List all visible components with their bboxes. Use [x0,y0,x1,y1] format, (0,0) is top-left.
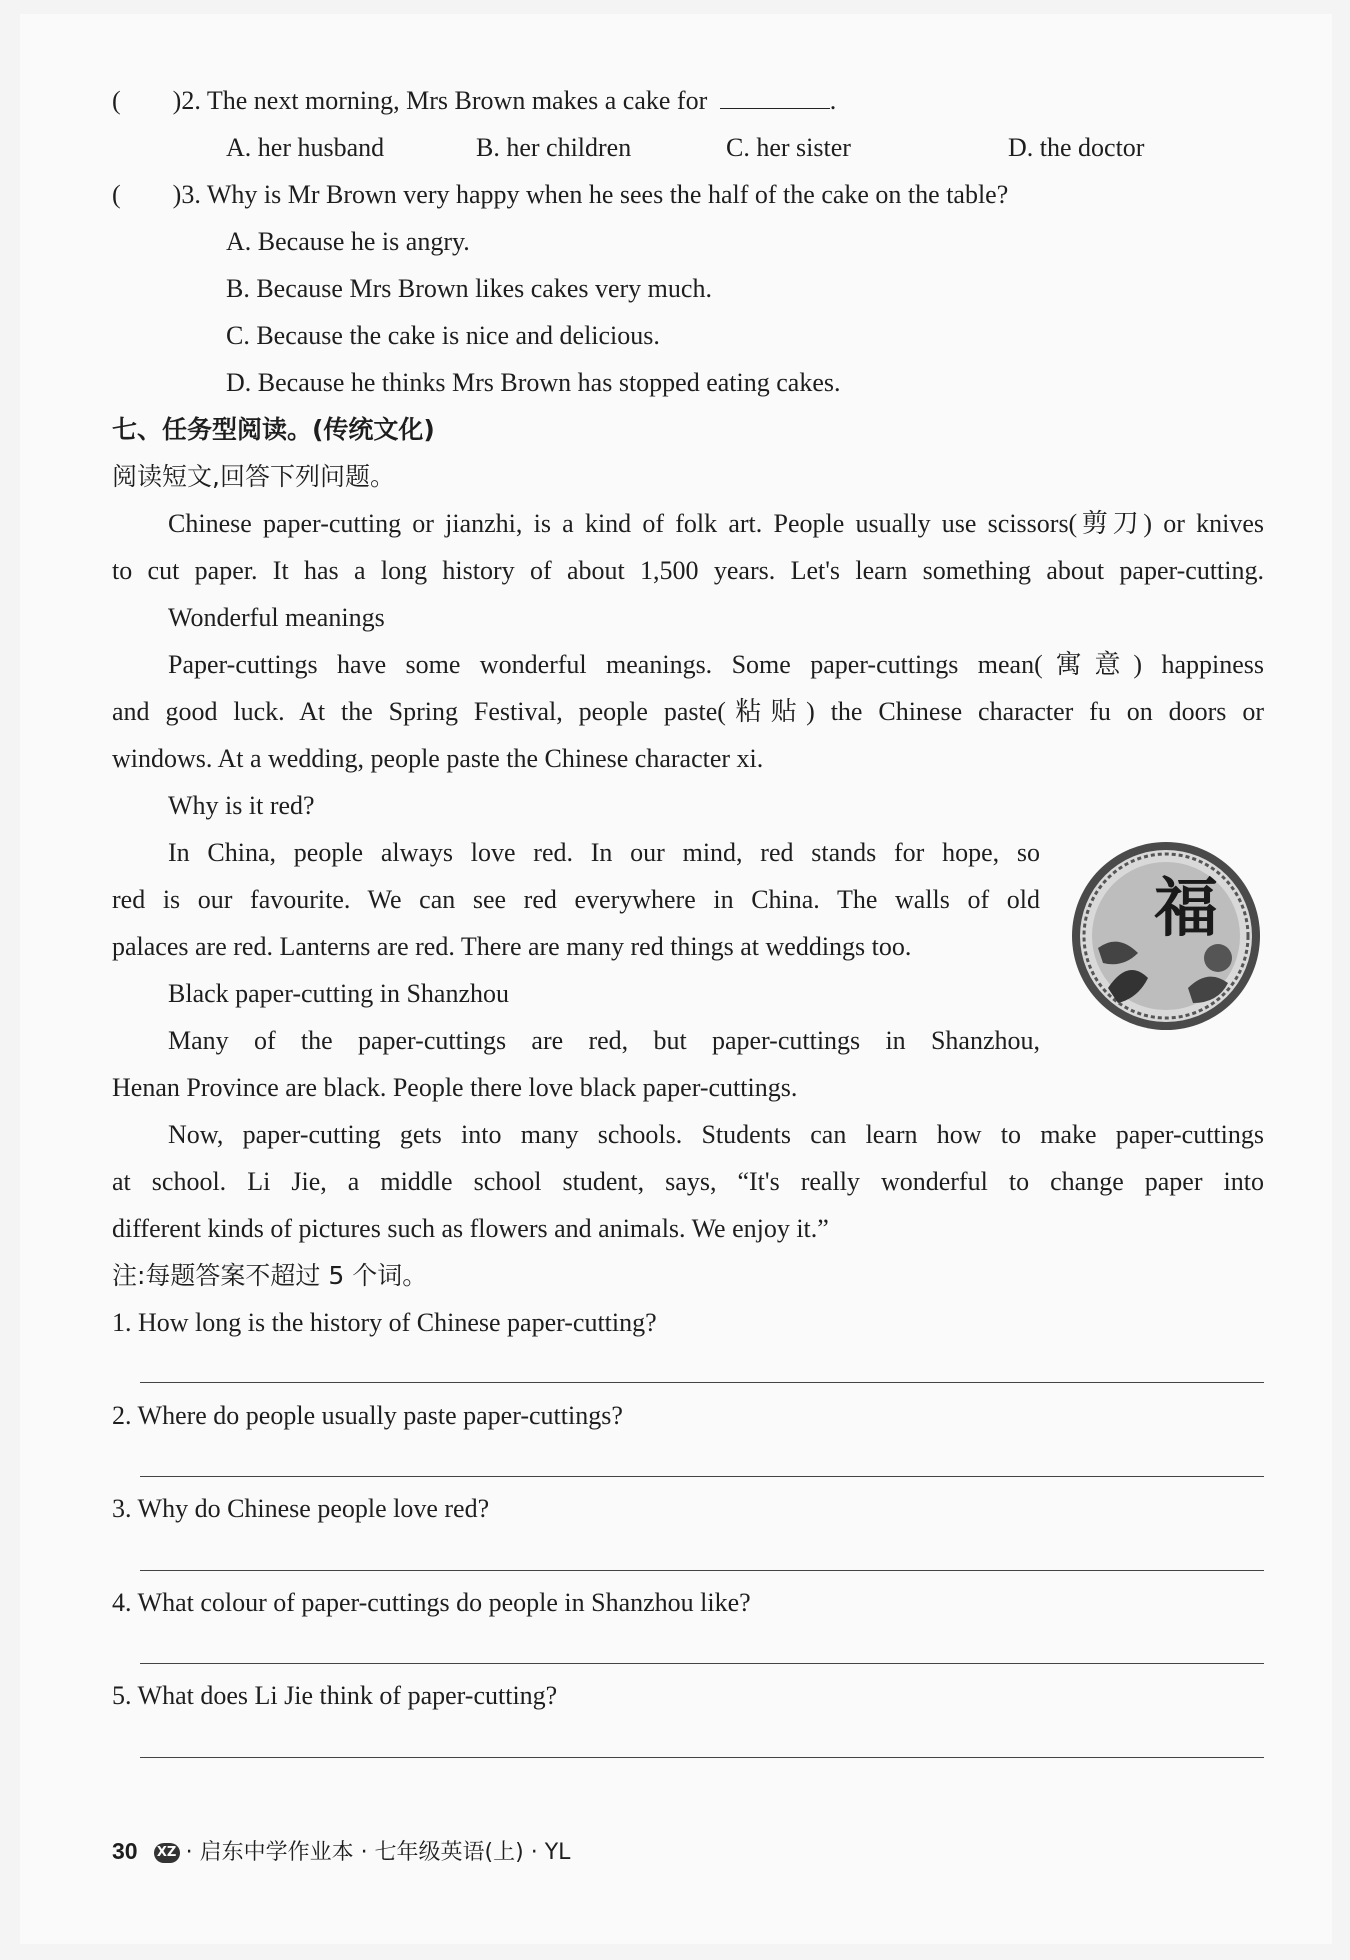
option-b: B. Because Mrs Brown likes cakes very much. [226,274,712,303]
passage-line: Now, paper-cutting gets into many schools. Students can learn how to make paper-cuttings [168,1120,1264,1149]
passage-line: different kinds of pictures such as flowers and animals. We enjoy it.” [112,1214,829,1243]
passage-line: Henan Province are black. People there love black paper-cuttings. [112,1073,798,1102]
answer-line-5[interactable] [140,1757,1264,1758]
section-heading: 七、任务型阅读。(传统文化) [112,415,435,444]
stem-end: . [829,86,837,115]
passage-line: red is our favourite. We can see red everywhere in China. The walls of old [112,885,1040,914]
fu-paper-cutting-image [1068,838,1264,1034]
mc-question-2 [112,84,836,118]
option-b: B. her children [476,133,632,162]
open-question-1: 1. How long is the history of Chinese paper-cutting? [112,1308,657,1337]
option-a: A. Because he is angry. [226,227,470,256]
answer-bracket[interactable]: ( [112,86,121,115]
answer-line-2[interactable] [140,1476,1264,1477]
answer-line-1[interactable] [140,1382,1264,1383]
answer-line-4[interactable] [140,1663,1264,1664]
passage-line: Many of the paper-cuttings are red, but paper-cuttings in Shanzhou, [168,1026,1040,1055]
passage-line: at school. Li Jie, a middle school student, says, “It's really wonderful to change paper into [112,1167,1264,1196]
passage-subheading: Wonderful meanings [168,603,385,632]
open-question-5: 5. What does Li Jie think of paper-cutting? [112,1681,558,1710]
fu-character: 福 [1154,872,1218,946]
passage-line: Paper-cuttings have some wonderful meanings. Some paper-cuttings mean(寓意) happiness [168,650,1264,679]
open-question-2: 2. Where do people usually paste paper-cuttings? [112,1401,623,1430]
option-d: D. the doctor [1008,133,1145,162]
section-instruction: 阅读短文,回答下列问题。 [112,462,395,491]
page-footer [112,1834,570,1870]
answer-line-3[interactable] [140,1570,1264,1571]
passage-line: Chinese paper-cutting or jianzhi, is a kind of folk art. People usually use scissors(剪刀) or knives [168,509,1264,538]
question-stem: )2. The next morning, Mrs Brown makes a cake for [172,86,708,115]
passage-line: windows. At a wedding, people paste the Chinese character xi. [112,744,764,773]
question-stem: )3. Why is Mr Brown very happy when he sees the half of the cake on the table? [172,180,1009,209]
answer-bracket[interactable]: ( [112,180,121,209]
mc-question-3 [112,178,1008,212]
passage-line: to cut paper. It has a long history of about 1,500 years. Let's learn something about paper-cutting. [112,556,1264,585]
answer-blank[interactable] [720,84,830,109]
page-number: 30 [112,1838,138,1864]
passage-subheading: Why is it red? [168,791,315,820]
open-question-4: 4. What colour of paper-cuttings do people in Shanzhou like? [112,1588,751,1617]
publisher-badge: XZ [154,1843,180,1863]
open-question-3: 3. Why do Chinese people love red? [112,1494,490,1523]
passage-line: and good luck. At the Spring Festival, people paste(粘贴) the Chinese character fu on doors or [112,697,1264,726]
passage-subheading: Black paper-cutting in Shanzhou [168,979,509,1008]
option-c: C. Because the cake is nice and delicious. [226,321,660,350]
passage-line: palaces are red. Lanterns are red. There are many red things at weddings too. [112,932,912,961]
passage-line: In China, people always love red. In our mind, red stands for hope, so [168,838,1040,867]
option-a: A. her husband [226,133,385,162]
option-c: C. her sister [726,133,851,162]
option-d: D. Because he thinks Mrs Brown has stopped eating cakes. [226,368,841,397]
answer-note: 注:每题答案不超过 5 个词。 [112,1261,428,1290]
footer-title: · 启东中学作业本 · 七年级英语(上) · YL [185,1840,571,1865]
